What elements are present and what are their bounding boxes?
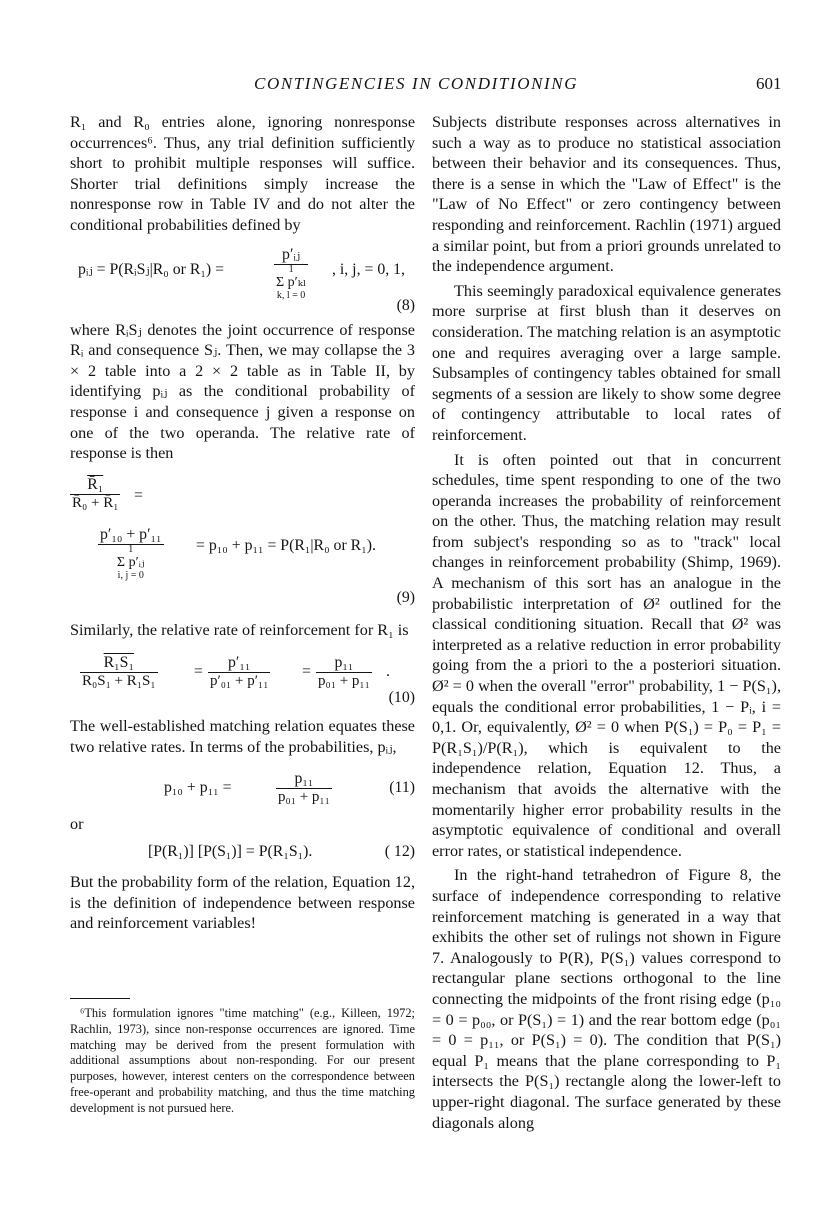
eq10-period: .	[386, 663, 390, 681]
eq10-number: (10)	[388, 689, 415, 707]
eq10-equals: =	[194, 663, 203, 681]
eq8-number: (8)	[396, 296, 415, 314]
equation-12	[70, 838, 415, 868]
eq10-equals: =	[302, 663, 311, 681]
footnote: ⁶This formulation ignores "time matching" (e.g., Killeen, 1972; Rachlin, 1973), since non-response occurrences are ignored. Time matching may be derived from the present formulation with additional assumptions about non-responding. For our present purposes, however, interest centers on the correspondence between free-operant and probability matching, and thus the time matching development is not pursued here.	[70, 1006, 415, 1115]
equation-8	[70, 246, 415, 316]
eq9-limit-bottom: i, j = 0	[117, 569, 144, 581]
eq12-text: [P(R₁)] [P(S₁)] = P(R₁S₁).	[148, 843, 313, 861]
eq12-number: ( 12)	[384, 843, 415, 861]
paragraph: But the probability form of the relation, Equation 12, is the definition of independence between response and reinforcement variables!	[70, 873, 415, 933]
paragraph: Similarly, the relative rate of reinforcement for R₁ is	[70, 620, 409, 639]
paragraph: This seemingly paradoxical equivalence generates more surprise at first blush than it deserves on consideration. The matching relation is an asymptotic one and requires averaging over a large sample. Subsamples of contingency tables obtained for small segments of a session are likely to show some degree of contingency attributable to local rates of reinforcement.	[432, 281, 781, 444]
eq8-limit-bottom: k, l = 0	[276, 289, 306, 301]
right-column	[432, 112, 781, 1133]
paragraph: The well-established matching relation equates these two relative rates. In terms of the probabilities, pᵢⱼ,	[70, 717, 415, 756]
paragraph: In the right-hand tetrahedron of Figure 8, the surface of independence corresponding to relative reinforcement matching is generated in a way that exhibits the other set of rulings not shown in Figure 7. Analogously to P(R), P(S₁) values correspond to rectangular plane sections orthogonal to the line connecting the midpoints of the front rising edge (p₁₀ = 0 = p₀₀, or P(S₁) = 1) and the rear bottom edge (p₀₁ = 0 = p₁₁, or P(S₁) = 0). The condition that P(S₁) equal P₁ means that the plane corresponding to P₁ intersects the P(S₁) rectangle along the lower-left to upper-right diagonal. The surface generated by these diagonals along	[432, 866, 781, 1132]
paragraph: where RᵢSⱼ denotes the joint occurrence of response Rᵢ and consequence Sⱼ. Then, we may collapse the 3 × 2 table into a 2 × 2 table as in Table II, by identifying pᵢⱼ as the conditional probability of response i and consequence j given a response on one of the two operanda. The relative rate of response is then	[70, 320, 415, 463]
eq9-equals: =	[134, 486, 143, 504]
footnote-rule	[70, 998, 130, 999]
left-column	[70, 112, 415, 934]
eq9-lead-fraction	[70, 476, 120, 511]
eq10-fraction-b	[208, 654, 270, 689]
eq10-c-numerator: p₁₁	[316, 654, 372, 673]
equation-11	[70, 770, 415, 814]
page-header	[0, 74, 816, 98]
eq9-number: (9)	[396, 588, 415, 606]
eq9-tail: = p₁₀ + p₁₁ = P(R₁|R₀ or R₁).	[196, 536, 376, 554]
eq11-number: (11)	[389, 778, 415, 796]
paragraph: Subjects distribute responses across alternatives in such a way as to produce no statistical association between their behavior and its consequences. Thus, there is a sense in which the "Law of Effect" is the "Law of No Effect" or zero contingency between responding and reinforcement. Rachlin (1971) argued a similar point, but from a priori grounds unrelated to the independence argument.	[432, 113, 781, 276]
page-number: 601	[756, 74, 782, 93]
eq10-fraction-a	[80, 654, 158, 689]
eq11-denominator: p₀₁ + p₁₁	[278, 788, 330, 805]
eq11-numerator: p₁₁	[276, 770, 332, 789]
or-text: or	[70, 814, 84, 833]
equation-10	[70, 654, 415, 708]
eq8-tail: , i, j, = 0, 1,	[332, 260, 405, 278]
eq10-b-numerator: p′₁₁	[208, 654, 270, 673]
paragraph: It is often pointed out that in concurrent schedules, time spent responding to one of the two operanda increases the probability of reinforcement on the other. Thus, the matching relation may result from subject's responding so as to "track" local changes in reinforcement probability (Shimp, 1969). A mechanism of this sort has an analogue in the probabilistic interpretation of Ø² outlined for the classical conditioning situation. Recall that Ø² was interpreted as a relative reduction in error probability going from the a priori to the a posteriori situation. Ø² = 0 when the overall "error" probability, 1 − P(S₁), equals the conditional error probabilities, 1 − Pᵢ, i = 0,1. Or, equivalently, Ø² = 0 when P(S₁) = P₀ = P₁ = P(R₁S₁)/P(R₁), which is equivalent to the independence relation, Equation 12. Thus, a mechanism that avoids the alternative with the momentarily higher error probability results in the asymptotic equivalence of conditional and overall error rates, or statistical independence.	[432, 450, 781, 860]
paragraph: R₁ and R₀ entries alone, ignoring nonresponse occurrences⁶. Thus, any trial definition sufficiently short to prohibit multiple responses will suffice. Shorter trial definitions simply increase the nonresponse row in Table IV and do not alter the conditional probabilities defined by	[70, 113, 415, 234]
eq8-fraction	[274, 246, 308, 301]
eq8-numerator: p′ᵢⱼ	[274, 246, 308, 265]
eq10-fraction-c	[316, 654, 372, 689]
eq10-a-numerator: R₁S₁	[80, 654, 158, 673]
eq9-limit-top: 1	[128, 543, 134, 555]
eq9-numerator: p′₁₀ + p′₁₁	[100, 525, 162, 543]
eq9-lead-numerator: R̄₁	[70, 476, 120, 495]
eq8-denominator: Σ p′ₖₗ	[276, 274, 307, 290]
eq11-fraction	[276, 770, 332, 805]
eq11-lhs: p₁₀ + p₁₁ =	[164, 778, 232, 796]
running-title: CONTINGENCIES IN CONDITIONING	[254, 74, 579, 93]
eq10-b-denominator: p′₀₁ + p′₁₁	[210, 673, 269, 690]
eq10-a-denominator: R₀S₁ + R₁S₁	[82, 673, 156, 690]
equation-9	[70, 476, 415, 612]
eq9-denominator: Σ p′ᵢⱼ	[116, 554, 145, 570]
eq9-lead-denominator: R̄₀ + R̄₁	[72, 494, 119, 511]
eq10-c-denominator: p₀₁ + p₁₁	[318, 673, 370, 690]
eq8-lhs: pᵢⱼ = P(RᵢSⱼ|R₀ or R₁) =	[78, 260, 225, 278]
eq8-limit-top: 1	[288, 263, 294, 275]
eq9-fraction	[98, 526, 164, 581]
